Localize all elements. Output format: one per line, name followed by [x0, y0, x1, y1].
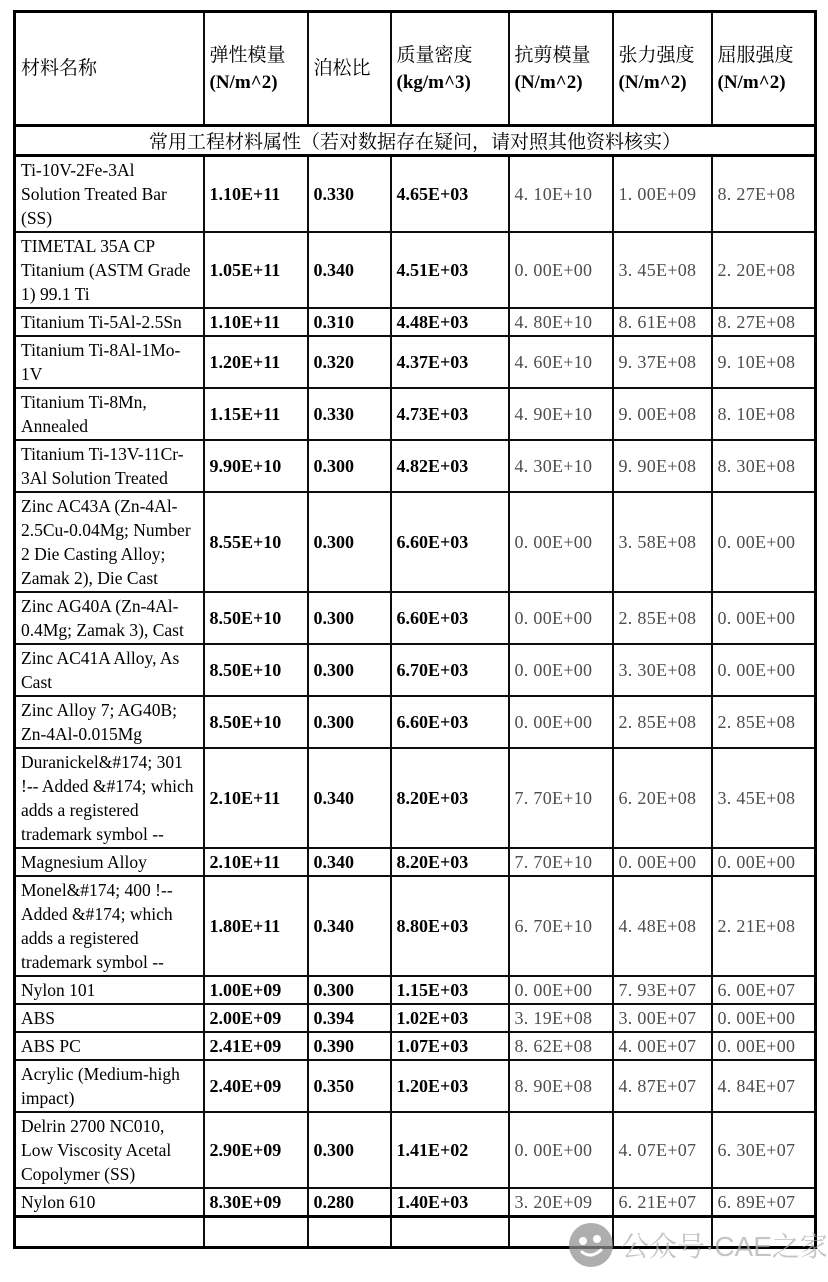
elastic-modulus-cell: 2.90E+09: [204, 1112, 308, 1188]
poisson-ratio-cell: 0.340: [308, 876, 391, 976]
elastic-modulus-cell: 1.00E+09: [204, 976, 308, 1004]
mass-density-cell: 6.70E+03: [391, 644, 509, 696]
mass-density-cell: 1.15E+03: [391, 976, 509, 1004]
elastic-modulus-cell: 8.30E+09: [204, 1188, 308, 1217]
elastic-modulus-cell: 2.10E+11: [204, 848, 308, 876]
material-name-cell: ABS PC: [15, 1032, 204, 1060]
col-header-title: 屈服强度: [717, 44, 794, 66]
poisson-ratio-cell: 0.300: [308, 592, 391, 644]
poisson-ratio-cell: 0.340: [308, 848, 391, 876]
table-row: [15, 876, 816, 976]
material-name-cell: Duranickel&#174; 301 !-- Added &#174; which adds a registered trademark symbol --: [15, 748, 204, 848]
table-header-row: [15, 12, 816, 126]
yield-strength-cell: 2. 21E+08: [712, 876, 816, 976]
mass-density-cell: 6.60E+03: [391, 696, 509, 748]
elastic-modulus-cell: 1.80E+11: [204, 876, 308, 976]
poisson-ratio-cell: 0.394: [308, 1004, 391, 1032]
shear-modulus-cell: 0. 00E+00: [509, 976, 613, 1004]
elastic-modulus-cell: 1.15E+11: [204, 388, 308, 440]
poisson-ratio-cell: 0.320: [308, 336, 391, 388]
mass-density-cell: 6.60E+03: [391, 492, 509, 592]
empty-cell: [712, 1217, 816, 1248]
material-name-cell: Nylon 610: [15, 1188, 204, 1217]
mass-density-cell: 6.60E+03: [391, 592, 509, 644]
mass-density-cell: 8.20E+03: [391, 748, 509, 848]
elastic-modulus-cell: 2.40E+09: [204, 1060, 308, 1112]
material-name-cell: Titanium Ti-8Al-1Mo-1V: [15, 336, 204, 388]
table-row: [15, 748, 816, 848]
col-header-unit: (N/m^2): [209, 71, 278, 93]
col-header-unit: (N/m^2): [717, 71, 786, 93]
poisson-ratio-cell: 0.350: [308, 1060, 391, 1112]
shear-modulus-cell: 4. 80E+10: [509, 308, 613, 336]
mass-density-cell: 4.82E+03: [391, 440, 509, 492]
shear-modulus-cell: 0. 00E+00: [509, 644, 613, 696]
tensile-strength-cell: 3. 45E+08: [613, 232, 712, 308]
table-row: [15, 388, 816, 440]
table-row: [15, 1004, 816, 1032]
elastic-modulus-cell: 2.00E+09: [204, 1004, 308, 1032]
material-name-cell: Titanium Ti-8Mn, Annealed: [15, 388, 204, 440]
yield-strength-cell: 0. 00E+00: [712, 848, 816, 876]
section-title: 常用工程材料属性（若对数据存在疑问，请对照其他资料核实）: [15, 126, 816, 156]
tensile-strength-cell: 0. 00E+00: [613, 848, 712, 876]
col-header-title: 质量密度: [396, 44, 473, 66]
material-name-cell: Zinc Alloy 7; AG40B; Zn-4Al-0.015Mg: [15, 696, 204, 748]
material-name-cell: Acrylic (Medium-high impact): [15, 1060, 204, 1112]
clipped-partial-row: [15, 1217, 816, 1248]
shear-modulus-cell: 0. 00E+00: [509, 696, 613, 748]
mass-density-cell: 1.02E+03: [391, 1004, 509, 1032]
material-name-cell: Zinc AC43A (Zn-4Al-2.5Cu-0.04Mg; Number 2 Die Casting Alloy; Zamak 2), Die Cast: [15, 492, 204, 592]
material-name-cell: Delrin 2700 NC010, Low Viscosity Acetal Copolymer (SS): [15, 1112, 204, 1188]
elastic-modulus-cell: 1.10E+11: [204, 156, 308, 233]
tensile-strength-cell: 3. 30E+08: [613, 644, 712, 696]
mass-density-cell: 1.20E+03: [391, 1060, 509, 1112]
yield-strength-cell: 0. 00E+00: [712, 1004, 816, 1032]
material-name-cell: Zinc AG40A (Zn-4Al-0.4Mg; Zamak 3), Cast: [15, 592, 204, 644]
shear-modulus-cell: 6. 70E+10: [509, 876, 613, 976]
elastic-modulus-cell: 8.50E+10: [204, 644, 308, 696]
elastic-modulus-cell: 9.90E+10: [204, 440, 308, 492]
col-header-elastic-modulus: [204, 12, 308, 126]
col-header-title: 泊松比: [313, 58, 371, 79]
col-header-material-name: [15, 12, 204, 126]
col-header-unit: (N/m^2): [618, 71, 687, 93]
table-row: [15, 308, 816, 336]
shear-modulus-cell: 3. 20E+09: [509, 1188, 613, 1217]
poisson-ratio-cell: 0.390: [308, 1032, 391, 1060]
elastic-modulus-cell: 2.10E+11: [204, 748, 308, 848]
tensile-strength-cell: 7. 93E+07: [613, 976, 712, 1004]
table-row: [15, 1188, 816, 1217]
mass-density-cell: 1.07E+03: [391, 1032, 509, 1060]
tensile-strength-cell: 2. 85E+08: [613, 592, 712, 644]
yield-strength-cell: 0. 00E+00: [712, 644, 816, 696]
table-row: [15, 848, 816, 876]
shear-modulus-cell: 4. 60E+10: [509, 336, 613, 388]
elastic-modulus-cell: 8.55E+10: [204, 492, 308, 592]
table-row: [15, 156, 816, 233]
yield-strength-cell: 0. 00E+00: [712, 492, 816, 592]
yield-strength-cell: 0. 00E+00: [712, 592, 816, 644]
watermark-text: 公众号·CAE之家: [621, 1231, 828, 1262]
empty-cell: [204, 1217, 308, 1248]
col-header-unit: (kg/m^3): [396, 71, 471, 93]
material-name-cell: Nylon 101: [15, 976, 204, 1004]
mass-density-cell: 4.65E+03: [391, 156, 509, 233]
yield-strength-cell: 3. 45E+08: [712, 748, 816, 848]
tensile-strength-cell: 4. 07E+07: [613, 1112, 712, 1188]
tensile-strength-cell: 9. 37E+08: [613, 336, 712, 388]
table-row: [15, 1060, 816, 1112]
table-row: [15, 492, 816, 592]
yield-strength-cell: 0. 00E+00: [712, 1032, 816, 1060]
tensile-strength-cell: 8. 61E+08: [613, 308, 712, 336]
yield-strength-cell: 8. 30E+08: [712, 440, 816, 492]
shear-modulus-cell: 0. 00E+00: [509, 232, 613, 308]
elastic-modulus-cell: 2.41E+09: [204, 1032, 308, 1060]
col-header-shear-modulus: [509, 12, 613, 126]
mass-density-cell: 8.80E+03: [391, 876, 509, 976]
shear-modulus-cell: 0. 00E+00: [509, 592, 613, 644]
yield-strength-cell: 2. 20E+08: [712, 232, 816, 308]
col-header-yield-strength: [712, 12, 816, 126]
tensile-strength-cell: 4. 48E+08: [613, 876, 712, 976]
table-row: [15, 696, 816, 748]
yield-strength-cell: 4. 84E+07: [712, 1060, 816, 1112]
table-row: [15, 1032, 816, 1060]
shear-modulus-cell: 4. 30E+10: [509, 440, 613, 492]
shear-modulus-cell: 0. 00E+00: [509, 492, 613, 592]
poisson-ratio-cell: 0.300: [308, 696, 391, 748]
shear-modulus-cell: 8. 62E+08: [509, 1032, 613, 1060]
empty-cell: [613, 1217, 712, 1248]
section-title-row: [15, 126, 816, 156]
mass-density-cell: 1.40E+03: [391, 1188, 509, 1217]
yield-strength-cell: 2. 85E+08: [712, 696, 816, 748]
material-name-cell: Titanium Ti-5Al-2.5Sn: [15, 308, 204, 336]
mass-density-cell: 8.20E+03: [391, 848, 509, 876]
shear-modulus-cell: 7. 70E+10: [509, 848, 613, 876]
poisson-ratio-cell: 0.330: [308, 156, 391, 233]
mass-density-cell: 4.51E+03: [391, 232, 509, 308]
elastic-modulus-cell: 8.50E+10: [204, 696, 308, 748]
tensile-strength-cell: 4. 87E+07: [613, 1060, 712, 1112]
col-header-title: 抗剪模量: [514, 44, 591, 66]
col-header-tensile-strength: [613, 12, 712, 126]
poisson-ratio-cell: 0.300: [308, 492, 391, 592]
tensile-strength-cell: 9. 90E+08: [613, 440, 712, 492]
col-header-title: 材料名称: [21, 58, 98, 79]
mass-density-cell: 1.41E+02: [391, 1112, 509, 1188]
material-name-cell: ABS: [15, 1004, 204, 1032]
empty-cell: [509, 1217, 613, 1248]
col-header-title: 张力强度: [618, 44, 695, 66]
materials-table: [13, 10, 817, 1249]
table-row: [15, 232, 816, 308]
empty-cell: [391, 1217, 509, 1248]
yield-strength-cell: 8. 27E+08: [712, 308, 816, 336]
poisson-ratio-cell: 0.340: [308, 748, 391, 848]
poisson-ratio-cell: 0.300: [308, 1112, 391, 1188]
col-header-mass-density: [391, 12, 509, 126]
poisson-ratio-cell: 0.310: [308, 308, 391, 336]
table-row: [15, 336, 816, 388]
shear-modulus-cell: 4. 90E+10: [509, 388, 613, 440]
table-row: [15, 440, 816, 492]
tensile-strength-cell: 4. 00E+07: [613, 1032, 712, 1060]
mass-density-cell: 4.73E+03: [391, 388, 509, 440]
table-row: [15, 644, 816, 696]
shear-modulus-cell: 8. 90E+08: [509, 1060, 613, 1112]
material-name-cell: TIMETAL 35A CP Titanium (ASTM Grade 1) 99.1 Ti: [15, 232, 204, 308]
shear-modulus-cell: 4. 10E+10: [509, 156, 613, 233]
material-name-cell: Ti-10V-2Fe-3Al Solution Treated Bar (SS): [15, 156, 204, 233]
material-name-cell: Magnesium Alloy: [15, 848, 204, 876]
tensile-strength-cell: 1. 00E+09: [613, 156, 712, 233]
col-header-title: 弹性模量: [209, 44, 286, 66]
poisson-ratio-cell: 0.280: [308, 1188, 391, 1217]
col-header-unit: (N/m^2): [514, 71, 583, 93]
table-row: [15, 976, 816, 1004]
empty-cell: [308, 1217, 391, 1248]
mass-density-cell: 4.37E+03: [391, 336, 509, 388]
table-row: [15, 592, 816, 644]
poisson-ratio-cell: 0.300: [308, 440, 391, 492]
col-header-poisson-ratio: [308, 12, 391, 126]
tensile-strength-cell: 2. 85E+08: [613, 696, 712, 748]
mass-density-cell: 4.48E+03: [391, 308, 509, 336]
material-name-cell: Titanium Ti-13V-11Cr-3Al Solution Treated: [15, 440, 204, 492]
empty-cell: [15, 1217, 204, 1248]
tensile-strength-cell: 9. 00E+08: [613, 388, 712, 440]
yield-strength-cell: 8. 10E+08: [712, 388, 816, 440]
material-name-cell: Zinc AC41A Alloy, As Cast: [15, 644, 204, 696]
shear-modulus-cell: 0. 00E+00: [509, 1112, 613, 1188]
tensile-strength-cell: 6. 21E+07: [613, 1188, 712, 1217]
elastic-modulus-cell: 1.20E+11: [204, 336, 308, 388]
poisson-ratio-cell: 0.300: [308, 644, 391, 696]
poisson-ratio-cell: 0.300: [308, 976, 391, 1004]
elastic-modulus-cell: 8.50E+10: [204, 592, 308, 644]
shear-modulus-cell: 3. 19E+08: [509, 1004, 613, 1032]
tensile-strength-cell: 3. 58E+08: [613, 492, 712, 592]
material-name-cell: Monel&#174; 400 !-- Added &#174; which adds a registered trademark symbol --: [15, 876, 204, 976]
shear-modulus-cell: 7. 70E+10: [509, 748, 613, 848]
yield-strength-cell: 9. 10E+08: [712, 336, 816, 388]
poisson-ratio-cell: 0.340: [308, 232, 391, 308]
yield-strength-cell: 6. 30E+07: [712, 1112, 816, 1188]
yield-strength-cell: 8. 27E+08: [712, 156, 816, 233]
yield-strength-cell: 6. 89E+07: [712, 1188, 816, 1217]
tensile-strength-cell: 6. 20E+08: [613, 748, 712, 848]
poisson-ratio-cell: 0.330: [308, 388, 391, 440]
table-row: [15, 1112, 816, 1188]
elastic-modulus-cell: 1.05E+11: [204, 232, 308, 308]
elastic-modulus-cell: 1.10E+11: [204, 308, 308, 336]
tensile-strength-cell: 3. 00E+07: [613, 1004, 712, 1032]
yield-strength-cell: 6. 00E+07: [712, 976, 816, 1004]
